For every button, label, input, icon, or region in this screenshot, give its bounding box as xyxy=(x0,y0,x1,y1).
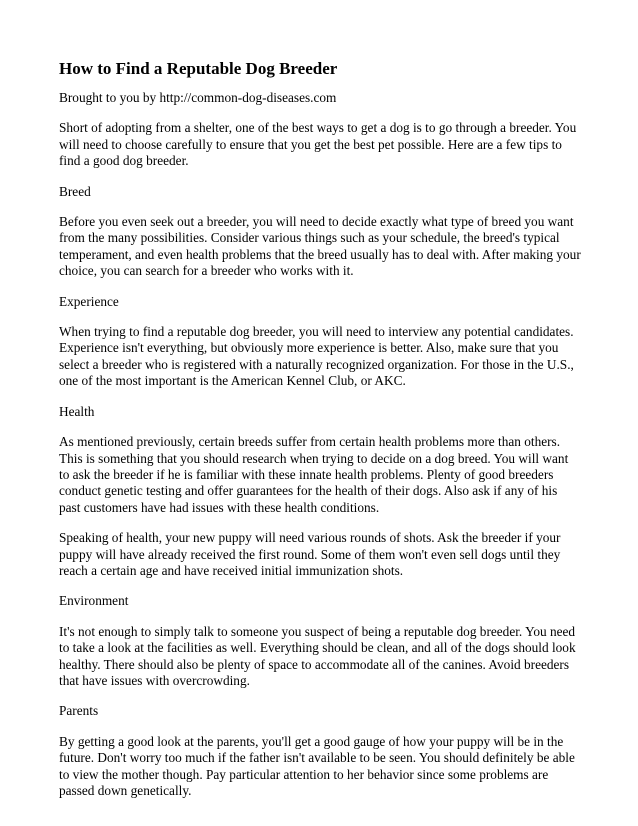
paragraph-experience: When trying to find a reputable dog breeder, you will need to interview any potential candidates. Experience isn't everything, but obviously more experience is better. Also, make sure that you select a breeder who is registered with a naturally recognized organization. For those in the U.S., one of the most important is the American Kennel Club, or AKC. xyxy=(59,324,574,389)
document-page xyxy=(59,58,581,813)
section-heading-breed: Breed xyxy=(59,183,91,199)
paragraph-environment: It's not enough to simply talk to someone you suspect of being a reputable dog breeder. You need to take a look at the facilities as well. Everything should be clean, and all of the dogs should look healthy. There should also be plenty of space to accommodate all of the canines. Avoid breeders that have issues with overcrowding. xyxy=(59,623,576,688)
section-heading-environment: Environment xyxy=(59,593,129,609)
byline: Brought to you by http://common-dog-diseases.com xyxy=(59,90,337,105)
section-heading-parents: Parents xyxy=(59,703,99,719)
document-title: How to Find a Reputable Dog Breeder xyxy=(59,59,338,78)
paragraph-breed: Before you even seek out a breeder, you will need to decide exactly what type of breed you want from the many possibilities. Consider various things such as your schedule, the breed's typical temperament, and even health problems that the breed usually has to deal with. After making your choice, you can search for a breeder who works with it. xyxy=(59,214,581,279)
section-heading-experience: Experience xyxy=(59,293,119,309)
section-heading-health: Health xyxy=(59,403,95,419)
intro-paragraph: Short of adopting from a shelter, one of the best ways to get a dog is to go through a breeder. You will need to choose carefully to ensure that you get the best pet possible. Here are a few tips to find a good dog breeder. xyxy=(59,120,577,169)
paragraph-parents: By getting a good look at the parents, you'll get a good gauge of how your puppy will be in the future. Don't worry too much if the father isn't available to be seen. You should definitely be able to view the mother though. Pay particular attention to her behavior since some problems are passed down genetically. xyxy=(59,733,575,798)
paragraph-health-1: As mentioned previously, certain breeds suffer from certain health problems more than others. This is something that you should research when trying to decide on a dog breed. You will want to ask the breeder if he is familiar with these innate health problems. Plenty of good breeders conduct genetic testing and offer guarantees for the health of their dogs. Also ask if any of his past customers have had issues with these health conditions. xyxy=(59,434,569,515)
paragraph-health-2: Speaking of health, your new puppy will need various rounds of shots. Ask the breeder if your puppy will have already received the first round. Some of them won't even sell dogs until they reach a certain age and have received initial immunization shots. xyxy=(59,530,561,578)
